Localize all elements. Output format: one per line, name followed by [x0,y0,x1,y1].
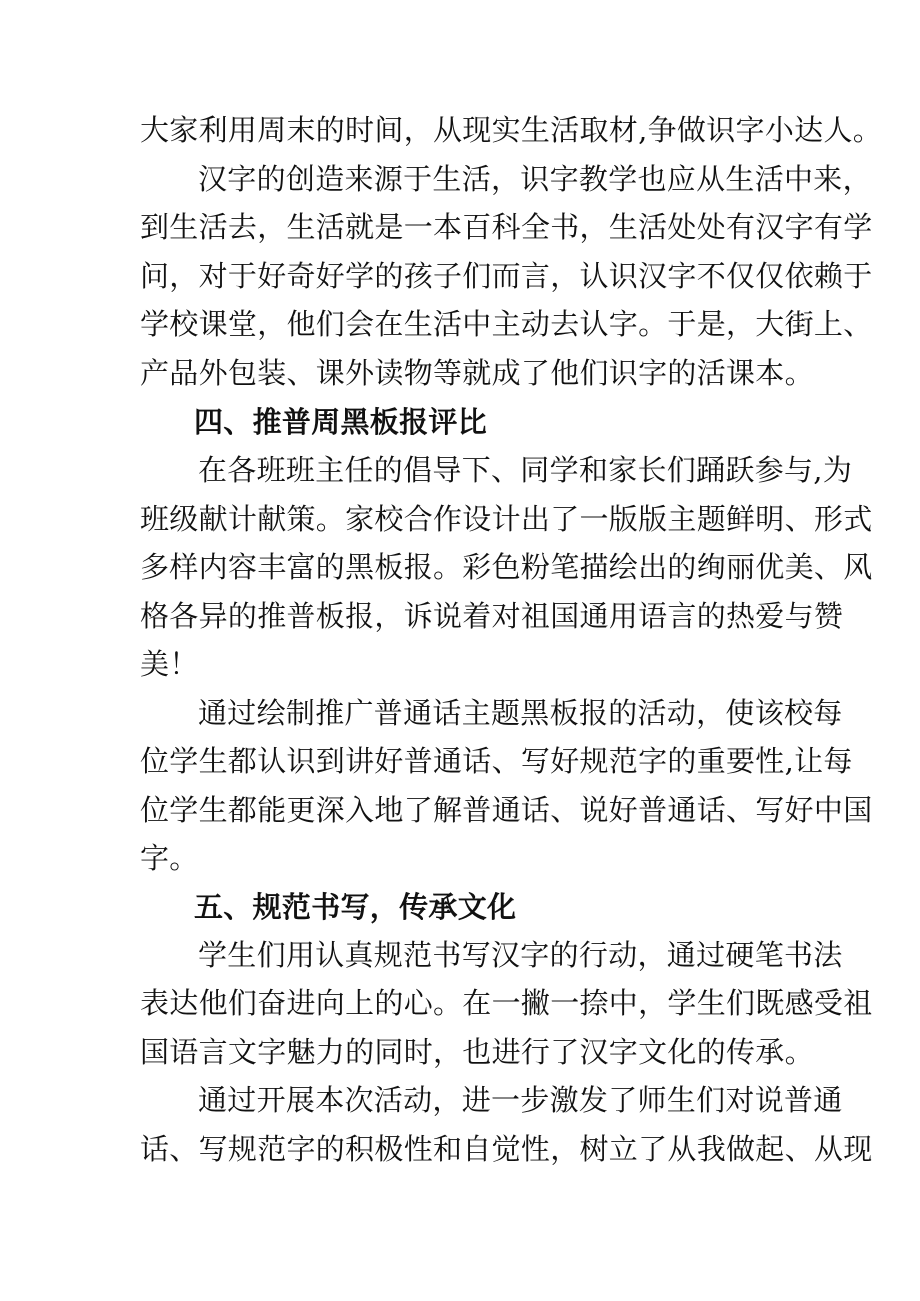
paragraph-line: 字。 [140,841,199,875]
paragraph-line: 通过开展本次活动，进一步激发了师生们对说普通 [198,1083,843,1117]
paragraph-line: 产品外包装、课外读物等就成了他们识字的活课本。 [140,356,814,390]
paragraph-line: 多样内容丰富的黑板报。彩色粉笔描绘出的绚丽优美、风 [140,550,873,584]
paragraph-line: 学校课堂，他们会在生活中主动去认字。于是，大街上、 [140,307,873,341]
paragraph-line: 班级献计献策。家校合作设计出了一版版主题鲜明、形式 [140,502,873,536]
paragraph-line: 话、写规范字的积极性和自觉性，树立了从我做起、从现 [140,1132,873,1166]
paragraph-line: 格各异的推普板报，诉说着对祖国通用语言的热爱与赞 [140,599,844,633]
paragraph-line: 国语言文字魅力的同时，也进行了汉字文化的传承。 [140,1035,814,1069]
paragraph-line: 大家利用周末的时间，从现实生活取材,争做识字小达人。 [140,113,883,147]
paragraph-line: 位学生都认识到讲好普通话、写好规范字的重要性,让每 [140,744,853,778]
paragraph-line: 学生们用认真规范书写汉字的行动，通过硬笔书法 [198,938,843,972]
section-heading-5: 五、规范书写，传承文化 [194,890,517,924]
paragraph-line: 到生活去，生活就是一本百科全书，生活处处有汉字有学 [140,210,873,244]
paragraph-line: 汉字的创造来源于生活，识字教学也应从生活中来， [198,162,872,196]
section-heading-4: 四、推普周黑板报评比 [194,405,488,439]
paragraph-line: 通过绘制推广普通话主题黑板报的活动，使该校每 [198,696,843,730]
paragraph-line: 美！ [140,647,199,681]
paragraph-line: 表达他们奋进向上的心。在一撇一捺中，学生们既感受祖 [140,986,873,1020]
paragraph-line: 位学生都能更深入地了解普通话、说好普通话、写好中国 [140,793,873,827]
paragraph-line: 在各班班主任的倡导下、同学和家长们踊跃参与,为 [198,453,853,487]
paragraph-line: 问，对于好奇好学的孩子们而言，认识汉字不仅仅依赖于 [140,259,873,293]
